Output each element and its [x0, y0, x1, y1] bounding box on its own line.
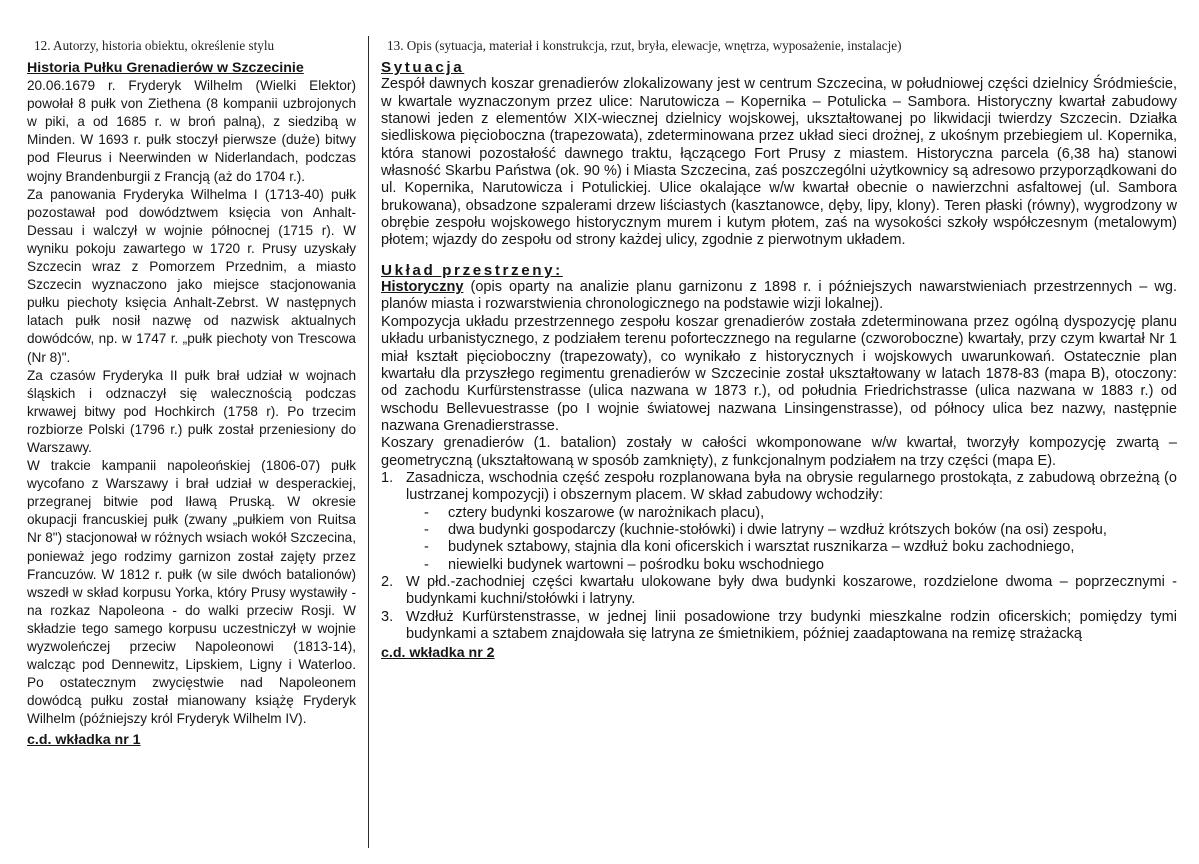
- list-item: [381, 470, 1177, 574]
- situation-heading: Sytuacja: [381, 59, 465, 76]
- list-item-text: W płd.-zachodniej części kwartału ulokowane były dwa budynki koszarowe, rozdzielone dwoma – poprzecznymi - budynkami kuchni/stołówki i latryny.: [406, 573, 1177, 608]
- sub-list: [406, 505, 1177, 574]
- sub-list-item: - dwa budynki gospodarczy (kuchnie-stołówki) i dwie latryny – wzdłuż krótszych boków (na osi) zespołu,: [424, 521, 1107, 538]
- field-13-label: 13. Opis (sytuacja, materiał i konstrukcja, rzut, bryła, elewacje, wnętrza, wyposażenie, instalacje): [387, 38, 902, 53]
- sub-list-item: - niewielki budynek wartowni – pośrodku boku wschodniego: [424, 556, 825, 573]
- history-heading: Historia Pułku Grenadierów w Szczecinie: [27, 60, 304, 76]
- composition-paragraph: Kompozycja układu przestrzennego zespołu koszar grenadierów została zdeterminowana przez ogólną dyspozycję planu układu urbanistycznego, z podziałem terenu poforteczznego na regularne (czworoboczne) kwartały, przy czym kwartał Nr 1 miał kształt pięcioboczny (trapezowaty), co wynikało z historycznych i wojskowych uwarunkowań. Ostatecznie plan kwartału dla przyszłego regimentu grenadierów w Szczecinie został ukształtowany w latach 1878-83 (mapa B), otoczony: od zachodu Kurfürstenstrasse (ulica nazwana w 1873 r.), od południa Friedrichstrasse (ulica nazwana w 1883 r.) od wschodu Bellevuestrasse (po I wojnie światowej nazwana Linsingenstrasse), od północy ulica bez nazwy, następnie nazwana Grenadierstrasse.: [381, 313, 1177, 434]
- sub-list-item: - cztery budynki koszarowe (w narożnikach placu),: [424, 504, 765, 521]
- list-item-number: 3.: [381, 608, 394, 625]
- history-text: [27, 59, 356, 728]
- field-12-label: 12. Autorzy, historia obiektu, określenie stylu: [34, 38, 275, 53]
- barracks-paragraph: Koszary grenadierów (1. batalion) zostały w całości wkomponowane w/w kwartał, tworzyły kompozycję zwartą – geometryczną (ukształtowaną w sposób zamknięty), z funkcjonalnym podziałem na trzy części (mapa E).: [381, 435, 1177, 469]
- historic-label: Historyczny: [381, 279, 464, 296]
- column-divider: [368, 36, 369, 848]
- list-item-text: Zasadnicza, wschodnia część zespołu rozplanowana była na obrysie regularnego prostokąta, z zabudową obrzeżną (o lustrzanej kompozycji) i obszernym placem. W skład zabudowy wchodziły:: [406, 469, 1177, 504]
- situation-paragraph: Zespół dawnych koszar grenadierów zlokalizowany jest w centrum Szczecina, w południowej części dzielnicy Śródmieście, w kwartale wyznaczonym przez ulice: Narutowicza – Kopernika – Potulicka – Sambora. Historyczny kwartał zabudowy stanowi jeden z elementów XIX-wiecznej dzielnicy wojskowej, ukształtowanej po likwidacji twierdzy Szczecin. Działka siedliskowa pięcioboczna (trapezowata), zdeterminowana przez układ sieci drożnej, z ukośnym przebiegiem ul. Kopernika, która stanowi pozostałość dawnego traktu, łączącego Fort Prusy z miastem. Historyczna parcela (6,38 ha) stanowi własność Skarbu Państwa (ok. 90 %) i Miasta Szczecina, zaś poszczególni użytkownicy są adresowo przyporządkowani do ul. Kopernika, Narutowicza i Potulickiej. Ulice okalające w/w kwartał obecnie o nawierzchni asfaltowej (ul. Sambora brukowana), obsadzone szpalerami drzew liściastych (kasztanowce, dęby, lipy, klony). Teren płaski (równy), wygrodzony w obrębie zespołu wojskowego historycznym murem i kutym płotem, zaś na wysokości szkoły współczesnym (metalowym) płotem; wjazdy do zespołu od strony każdej ulicy, zgodnie z pierwotnym układem.: [381, 76, 1177, 249]
- history-paragraph-3: Za czasów Fryderyka II pułk brał udział w wojnach śląskich i odznaczył się walecznością podczas krwawej bitwy pod Hochkirch (1758 r). Po trzecim rozbiorze Polski (1796 r.) pułk został przeniesiony do Warszawy.: [27, 367, 356, 455]
- list-item: [381, 609, 1177, 644]
- list-item: [381, 574, 1177, 609]
- description-text: [381, 59, 1177, 643]
- field-13-column: [381, 38, 1177, 661]
- list-item-number: 1.: [381, 469, 394, 486]
- parts-list: [381, 470, 1177, 643]
- field-12-column: [27, 38, 356, 748]
- history-paragraph-4: W trakcie kampanii napoleońskiej (1806-07) pułk wycofano z Warszawy i brał udział w desperackiej, przegranej bitwie pod Iławą Pruską. W okresie okupacji francuskiej pułk (zwany „pułkiem von Ruitsa Nr 8") stacjonował w różnych wsiach wokół Szczecina, ponieważ jego rodzimy garnizon został zajęty przez Francuzów. W 1812 r. pułk (w sile dwóch batalionów) wszedł w skład korpusu Yorka, który Prusy wystawiły - na rozkaz Napoleona - do walki przeciw Rosji. W składzie tego samego korpusu uczestniczył w wojnie wyzwoleńczej przeciw Napoleonowi (1813-14), walcząc pod Dennewitz, Lipskiem, Ligny i Waterloo. Po ostatecznym zwycięstwie nad Napoleonem dowódcą pułku został mianowany książę Fryderyk Wilhelm (późniejszy król Fryderyk Wilhelm IV).: [27, 458, 356, 727]
- history-paragraph-1: 20.06.1679 r. Fryderyk Wilhelm (Wielki Elektor) powołał 8 pułk von Ziethena (8 kompanii uzbrojonych w piki, a od 1685 r. w broń palną), z siedzibą w Minden. W 1693 r. pułk stoczył pierwsze (duże) bitwy pod Fleurus i Neerwinden w Niderlandach, podczas wojny Brandenburgii z Francją (aż do 1704 r.).: [27, 78, 356, 184]
- list-item-text: Wzdłuż Kurfürstenstrasse, w jednej linii posadowione trzy budynki mieszkalne rodzin oficerskich; pomiędzy tymi budynkami a sztabem znajdowała się latryna ze śmietnikiem, później zaadaptowana na remizę strażacką: [406, 608, 1177, 642]
- history-paragraph-2: Za panowania Fryderyka Wilhelma I (1713-40) pułk pozostawał pod dowództwem księcia von Anhalt-Dessau i walczył w wojnie północnej (1715 r). W wyniku pokoju zawartego w 1720 r. Prusy uzyskały Szczecin wraz z Pomorzem Przednim, a miasto Szczecin wyznaczono jako miejsce stacjonowania pułku piechoty księcia Anhalt-Zebrst. W następnych latach pułk nosił nazwę od nazwisk aktualnych dowódców, np. w 1747 r. „pułk piechoty von Trescowa (Nr 8)".: [27, 186, 356, 365]
- layout-heading: Układ przestrzeny:: [381, 261, 563, 279]
- sub-list-item: - budynek sztabowy, stajnia dla koni oficerskich i warsztat rusznikarza – wzdłuż boku zachodniego,: [424, 539, 1075, 556]
- historic-paragraph: [381, 279, 1177, 314]
- continued-insert-1: c.d. wkładka nr 1: [27, 732, 141, 749]
- list-item-number: 2.: [381, 573, 394, 590]
- continued-insert-2: c.d. wkładka nr 2: [381, 645, 495, 662]
- historic-text: (opis oparty na analizie planu garnizonu z 1898 r. i późniejszych nawarstwieniach przestrzennych – wg. planów miasta i rozwarstwienia chronologicznego na podstawie wizji lokalnej).: [381, 279, 1177, 313]
